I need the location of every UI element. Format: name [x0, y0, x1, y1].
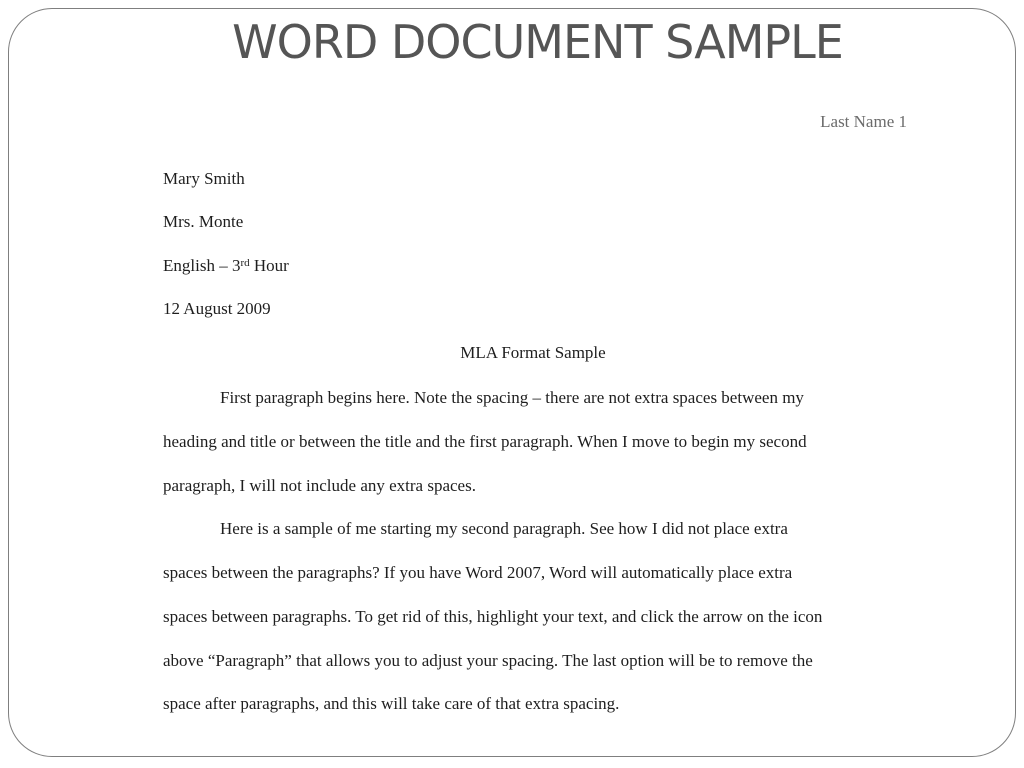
- heading-course-prefix: English – 3: [163, 256, 241, 275]
- heading-teacher-name: Mrs. Monte: [163, 212, 244, 231]
- running-head: Last Name 1: [820, 112, 907, 131]
- document-title: MLA Format Sample: [460, 343, 606, 362]
- paragraph-2-line: space after paragraphs, and this will take care of that extra spacing.: [163, 694, 620, 713]
- paragraph-2-line: spaces between paragraphs. To get rid of this, highlight your text, and click the arrow on the icon: [163, 607, 823, 626]
- paragraph-1-line: paragraph, I will not include any extra spaces.: [163, 476, 476, 495]
- paragraph-2-line: spaces between the paragraphs? If you have Word 2007, Word will automatically place extra: [163, 563, 793, 582]
- slide-title: WORD DOCUMENT SAMPLE: [232, 15, 843, 69]
- paragraph-2-line: Here is a sample of me starting my second paragraph. See how I did not place extra: [220, 519, 788, 538]
- heading-date: 12 August 2009: [163, 299, 271, 318]
- paragraph-2-line: above “Paragraph” that allows you to adjust your spacing. The last option will be to remove the: [163, 651, 813, 670]
- heading-course-superscript: rd: [240, 257, 250, 269]
- paragraph-1-line: First paragraph begins here. Note the spacing – there are not extra spaces between my: [220, 388, 804, 407]
- heading-student-name: Mary Smith: [163, 169, 245, 188]
- paragraph-1-line: heading and title or between the title and the first paragraph. When I move to begin my second: [163, 432, 807, 451]
- heading-course: [163, 256, 289, 276]
- heading-course-suffix: Hour: [249, 256, 289, 275]
